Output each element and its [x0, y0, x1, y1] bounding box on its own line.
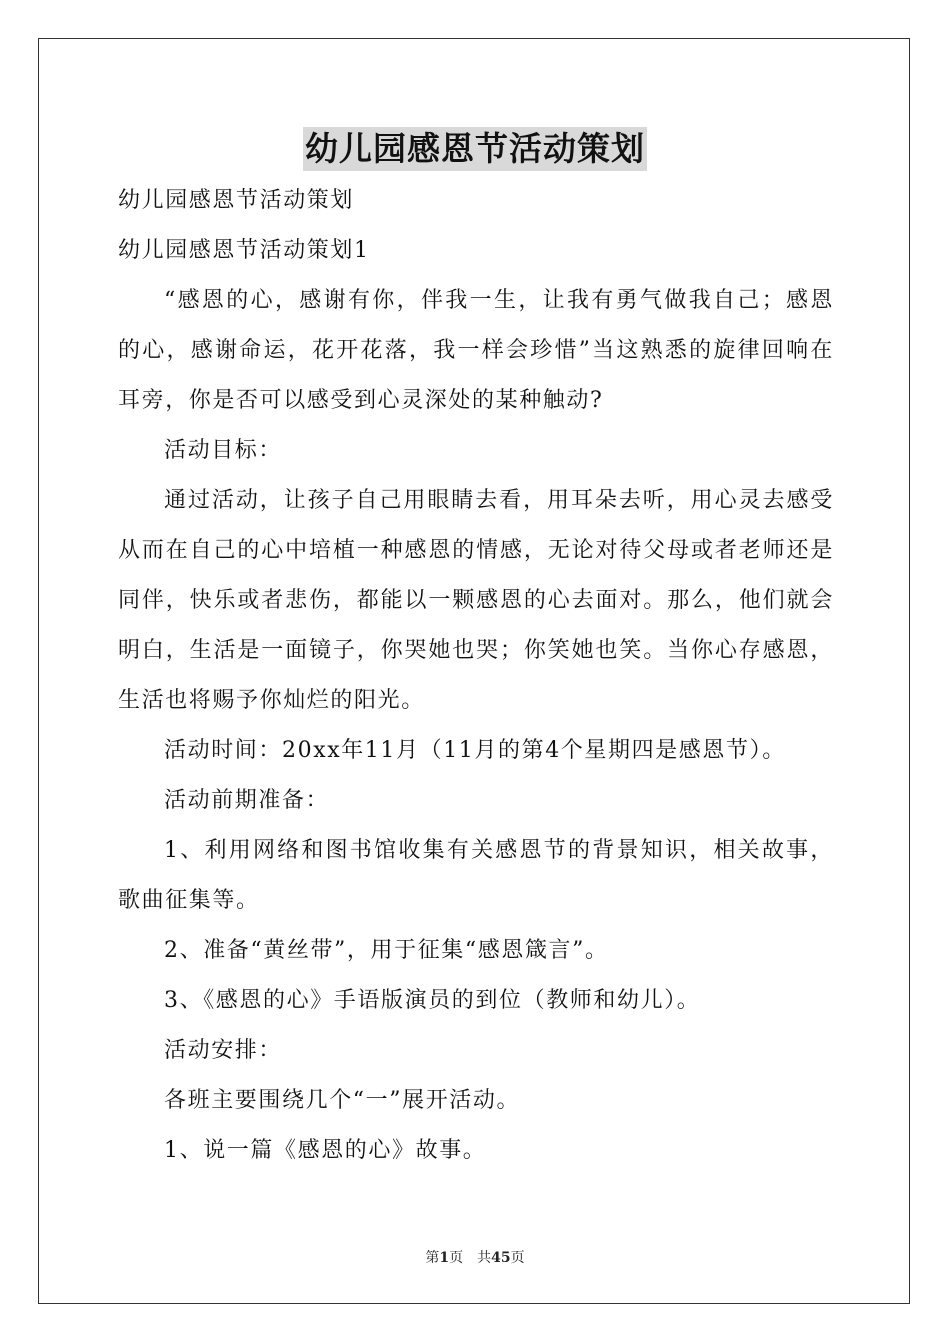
footer-page-prefix: 第 [425, 1250, 440, 1266]
title-wrap [0, 127, 950, 171]
footer-page-current: 1 [439, 1250, 450, 1266]
arrange-item-1: 1、说一篇《感恩的心》故事。 [164, 1138, 487, 1163]
footer-total-prefix: 共 [477, 1250, 492, 1266]
goal-label: 活动目标： [164, 438, 283, 463]
document-title: 幼儿园感恩节活动策划 [303, 127, 647, 171]
paragraph-time: 活动时间：20xx年11月（11月的第4个星期四是感恩节）。 [164, 738, 786, 763]
arrange-label: 活动安排： [164, 1038, 283, 1063]
page-footer [0, 1249, 950, 1267]
prep-item-1: 1、利用网络和图书馆收集有关感恩节的背景知识，相关故事，歌曲征集等。 [118, 838, 834, 913]
arrange-intro: 各班主要围绕几个“一”展开活动。 [164, 1088, 521, 1113]
paragraph-intro: “感恩的心，感谢有你，伴我一生，让我有勇气做我自己；感恩的心，感谢命运，花开花落，我一样会珍惜”当这熟悉的旋律回响在耳旁，你是否可以感受到心灵深处的某种触动? [118, 288, 834, 413]
document-body [118, 176, 834, 1176]
prep-label: 活动前期准备： [164, 788, 330, 813]
paragraph-goal: 通过活动，让孩子自己用眼睛去看，用耳朵去听，用心灵去感受从而在自己的心中培植一种感恩的情感，无论对待父母或者老师还是同伴，快乐或者悲伤，都能以一颗感恩的心去面对。那么，他们就会明白，生活是一面镜子，你哭她也哭；你笑她也笑。当你心存感恩，生活也将赐予你灿烂的阳光。 [118, 488, 834, 713]
subtitle: 幼儿园感恩节活动策划 [118, 188, 355, 213]
section-heading: 幼儿园感恩节活动策划1 [118, 238, 370, 263]
footer-total-suffix: 页 [510, 1250, 525, 1266]
footer-page-total: 45 [491, 1250, 511, 1266]
prep-item-3: 3、《感恩的心》手语版演员的到位（教师和幼儿）。 [164, 988, 701, 1013]
footer-page-mid: 页 [449, 1250, 464, 1266]
prep-item-2: 2、准备“黄丝带”，用于征集“感恩箴言”。 [164, 938, 609, 963]
